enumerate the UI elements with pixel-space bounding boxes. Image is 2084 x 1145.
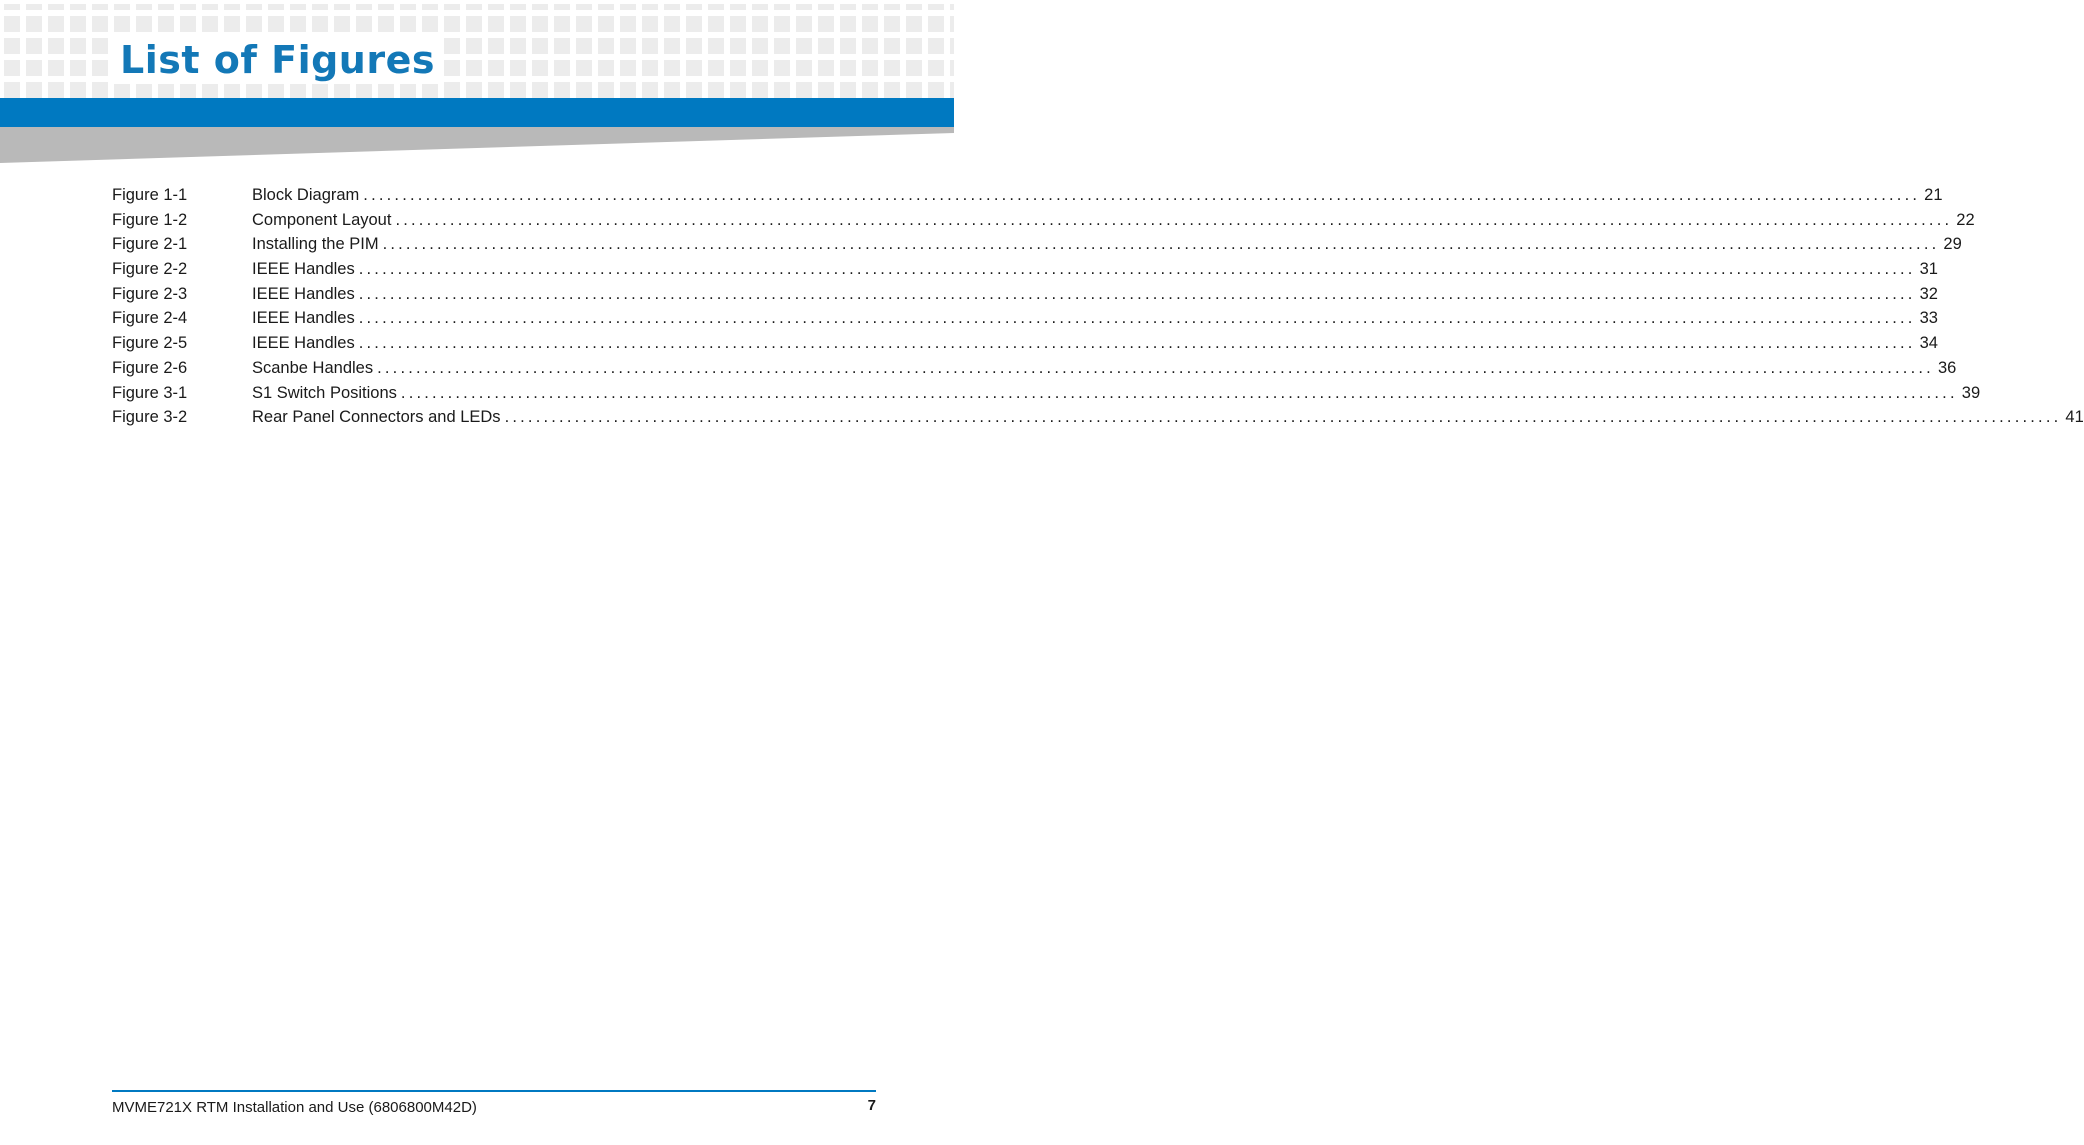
figure-entry[interactable] (112, 257, 1938, 282)
dot-leader: ........................................................................................................................................................................................................ (358, 309, 1916, 328)
figure-entry[interactable] (112, 232, 1962, 257)
figure-label: Figure 2-2 (112, 260, 188, 279)
figure-title: IEEE Handles (252, 334, 355, 353)
header-blue-band (0, 98, 954, 127)
figure-label: Figure 3-1 (112, 383, 188, 402)
figure-label: Figure 2-3 (112, 284, 188, 303)
figure-label: Figure 2-1 (112, 235, 188, 254)
figure-entry[interactable] (112, 356, 1957, 381)
figure-title: IEEE Handles (252, 309, 355, 328)
dot-leader: ........................................................................................................................................................................................................ (377, 358, 1934, 377)
figure-label: Figure 1-1 (112, 186, 188, 204)
dot-leader: ........................................................................................................................................................................................................ (363, 186, 1921, 204)
figure-entry[interactable] (112, 331, 1938, 356)
figure-title: Block Diagram (252, 186, 360, 204)
figure-page-number: 22 (1956, 210, 1975, 229)
figure-page-number: 31 (1919, 260, 1938, 279)
figure-entry[interactable] (112, 306, 1938, 331)
figure-entry[interactable] (112, 208, 1975, 233)
footer-document-title: MVME721X RTM Installation and Use (6806800M42D) (112, 1099, 477, 1116)
figure-title: Scanbe Handles (252, 358, 374, 377)
figure-page-number: 41 (2065, 408, 2084, 427)
dot-leader: ........................................................................................................................................................................................................ (382, 235, 1940, 254)
figure-page-number: 32 (1919, 284, 1938, 303)
figure-title: IEEE Handles (252, 284, 355, 303)
figure-entry[interactable] (112, 381, 1981, 406)
dot-leader: ........................................................................................................................................................................................................ (358, 260, 1916, 279)
figure-page-number: 36 (1937, 358, 1957, 377)
dot-leader: ........................................................................................................................................................................................................ (395, 210, 1953, 229)
figure-page-number: 39 (1961, 383, 1981, 402)
page-title: List of Figures (114, 36, 441, 84)
figure-label: Figure 2-4 (112, 309, 188, 328)
figure-label: Figure 1-2 (112, 210, 188, 229)
figure-label: Figure 2-6 (112, 358, 188, 377)
figure-page-number: 21 (1924, 186, 1943, 204)
figure-label: Figure 3-2 (112, 408, 188, 427)
figure-list (112, 183, 2084, 430)
figure-title: Component Layout (252, 210, 392, 229)
footer-rule (112, 1090, 876, 1092)
figure-title: Rear Panel Connectors and LEDs (252, 408, 501, 427)
dot-leader: ........................................................................................................................................................................................................ (400, 383, 1958, 402)
figure-entry[interactable] (112, 183, 1943, 208)
footer-page-number: 7 (867, 1097, 876, 1114)
figure-title: IEEE Handles (252, 260, 355, 279)
figure-page-number: 34 (1919, 334, 1938, 353)
figure-page-number: 29 (1943, 235, 1962, 254)
figure-entry[interactable] (112, 405, 2084, 430)
figure-entry[interactable] (112, 282, 1938, 307)
figure-page-number: 33 (1919, 309, 1938, 328)
header-gray-wedge (0, 127, 954, 163)
figure-label: Figure 2-5 (112, 334, 188, 353)
figure-title: Installing the PIM (252, 235, 379, 254)
dot-leader: ........................................................................................................................................................................................................ (358, 284, 1916, 303)
dot-leader: ........................................................................................................................................................................................................ (504, 408, 2062, 427)
figure-title: S1 Switch Positions (252, 383, 397, 402)
dot-leader: ........................................................................................................................................................................................................ (358, 334, 1916, 353)
